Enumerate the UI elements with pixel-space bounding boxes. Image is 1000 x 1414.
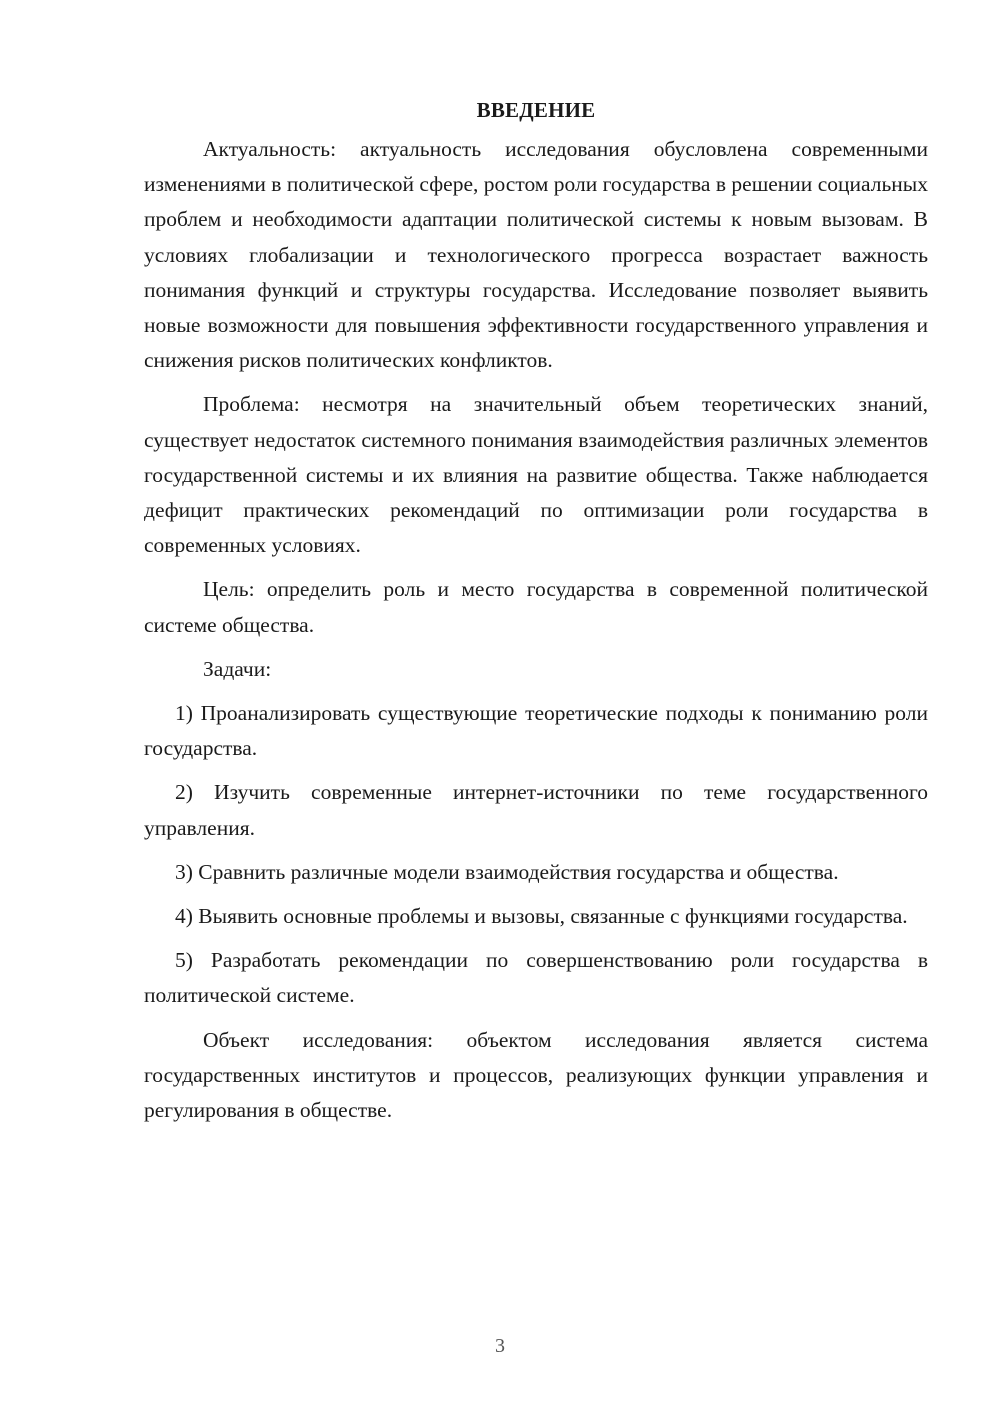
paragraph-object: Объект исследования: объектом исследования является система государственных институтов и процессов, реализующих функции управления и регулирования в обществе.: [144, 1027, 928, 1123]
task-item-4: 4) Выявить основные проблемы и вызовы, связанные с функциями государства.: [175, 904, 908, 929]
paragraph-problem: Проблема: несмотря на значительный объем теоретических знаний, существует недостаток системного понимания взаимодействия различных элементов государственной системы и их влияния на развитие общества. Также наблюдается дефицит практических рекомендаций по оптимизации роли государства в современных условиях.: [144, 392, 928, 558]
page-number: 3: [495, 1335, 505, 1357]
task-item-1: 1) Проанализировать существующие теоретические подходы к пониманию роли государства.: [144, 701, 928, 761]
task-item-5: 5) Разработать рекомендации по совершенствованию роли государства в политической системе.: [144, 948, 928, 1008]
page-content: [144, 96, 928, 1137]
paragraph-relevance: Актуальность: актуальность исследования обусловлена современными изменениями в политической сфере, ростом роли государства в решении социальных проблем и необходимости адаптации политической системы к новым вызовам. В условиях глобализации и технологического прогресса возрастает важность понимания функций и структуры государства. Исследование позволяет выявить новые возможности для повышения эффективности государственного управления и снижения рисков политических конфликтов.: [144, 137, 928, 373]
task-item-3: 3) Сравнить различные модели взаимодействия государства и общества.: [175, 859, 839, 884]
section-title: ВВЕДЕНИЕ: [476, 98, 596, 122]
paragraph-goal: Цель: определить роль и место государства в современной политической системе общества.: [144, 577, 928, 637]
task-item-2: 2) Изучить современные интернет-источники по теме государственного управления.: [144, 780, 928, 840]
tasks-heading: Задачи:: [203, 656, 272, 681]
